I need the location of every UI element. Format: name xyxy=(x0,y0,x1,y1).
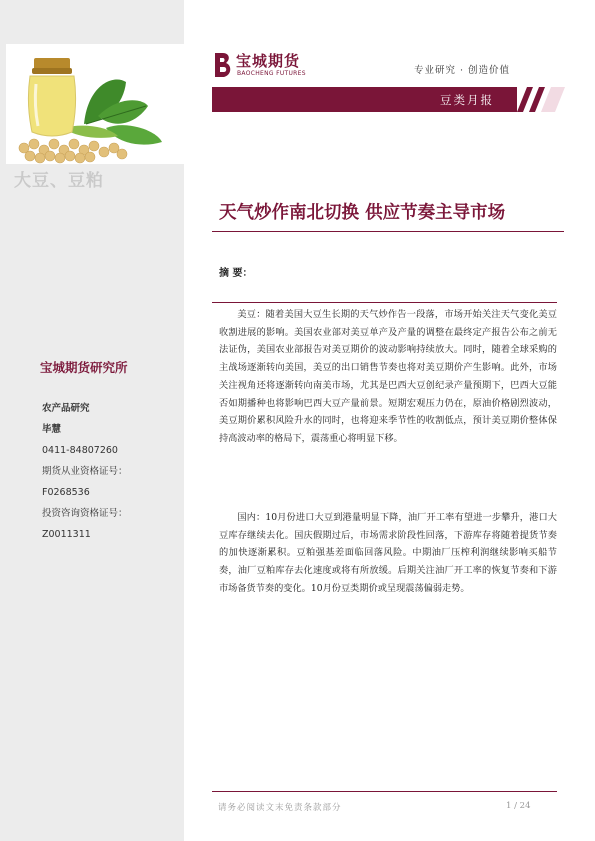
soybean-oil-illustration xyxy=(6,44,184,164)
advisory-license-label: 投资咨询资格证号： xyxy=(42,508,128,519)
cover-category-label: 大豆、豆粕 xyxy=(14,171,104,191)
advisory-license-number: Z0011311 xyxy=(42,529,91,540)
banner-stripes-decoration xyxy=(515,87,565,112)
page-number: 1 / 24 xyxy=(506,801,531,811)
report-headline: 天气炒作南北切换 供应节奏主导市场 xyxy=(219,203,506,223)
research-institute-name: 宝城期货研究所 xyxy=(40,360,128,375)
analyst-department: 农产品研究 xyxy=(42,403,90,414)
sidebar xyxy=(0,0,184,841)
analyst-name: 毕慧 xyxy=(42,424,62,435)
abstract-divider xyxy=(212,302,557,303)
abstract-label: 摘 要： xyxy=(219,268,253,279)
analyst-phone: 0411-84807260 xyxy=(42,445,118,456)
baocheng-logo-icon xyxy=(212,51,234,79)
futures-license-label: 期货从业资格证号： xyxy=(42,466,128,477)
abstract-paragraph-domestic: 国内：10月份进口大豆到港量明显下降，油厂开工率有望进一步攀升，港口大豆库存继续去化。国庆假期过后，市场需求阶段性回落，下游库存将随着提货节奏的加快逐渐累积。豆粕强基差面临回落风险。中期油厂压榨利润继续影响买船节奏，油厂豆粕库存去化速度或将有所放缓。后期关注油厂开工率的恢复节奏和下游市场备货节奏的变化。10月份豆类期价或呈现震荡偏弱走势。 xyxy=(219,512,557,594)
cover-image-oil-and-soybeans xyxy=(6,44,184,164)
logo-chinese-name: 宝城期货 xyxy=(236,52,301,70)
headline-divider xyxy=(212,231,564,232)
analyst-info xyxy=(42,398,128,545)
report-type-label: 豆类月报 xyxy=(440,93,494,107)
logo-english-name: BAOCHENG FUTURES xyxy=(237,70,306,77)
futures-license-number: F0268536 xyxy=(42,487,90,498)
company-slogan: 专业研究 · 创造价值 xyxy=(414,65,511,76)
abstract-paragraph-us: 美豆：随着美国大豆生长期的天气炒作告一段落，市场开始关注天气变化美豆收割进展的影响。美国农业部对美豆单产及产量的调整在最终定产报告公布之前无法证伪，美国农业部报告对美豆期价的波动影响持续放大。同时，随着全球采购的主战场逐渐转向美国，美豆的出口销售节奏也将对美豆期价产生影响。此外，市场关注视角还将逐渐转向南美市场，尤其是巴西大豆创纪录产量预期下，巴西大豆能否如期播种也将影响巴西大豆产量前景。短期宏观压力仍在，原油价格剧烈波动，美豆期价累积风险升水的同时，也将迎来季节性的收割低点，预计美豆期价整体保持高波动率的格局下，震荡重心将明显下移。 xyxy=(219,309,557,444)
disclaimer-note: 请务必阅读文末免责条款部分 xyxy=(218,803,342,813)
footer-divider xyxy=(212,791,557,792)
